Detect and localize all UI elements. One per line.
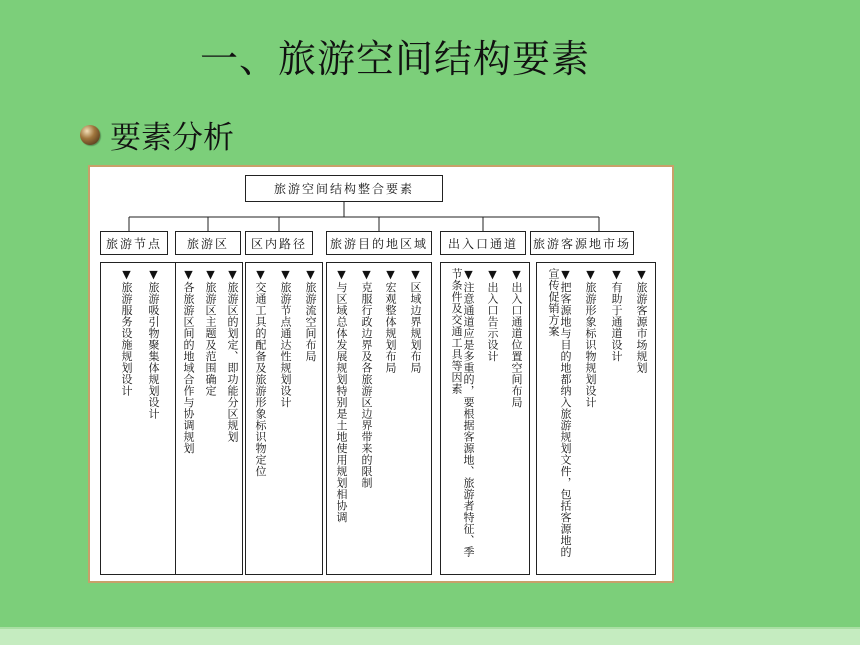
category-box-gateway-channel: 出入口通道: [440, 231, 526, 255]
item-text: ▼旅游区主题及范围确定: [204, 268, 217, 397]
down-arrow-icon: ▼: [254, 268, 267, 282]
root-box: 旅游空间结构整合要素: [245, 175, 443, 202]
down-arrow-icon: ▼: [279, 268, 292, 282]
column-tourism-zone: [175, 262, 243, 575]
category-box-inner-route: 区内路径: [245, 231, 313, 255]
item-text: ▼旅游服务设施规划设计: [120, 268, 133, 397]
column-destination-region: [326, 262, 432, 575]
item-text: ▼旅游形象标识物规划设计: [584, 268, 597, 408]
item-text: ▼出入口告示设计: [486, 268, 499, 362]
column-gateway-channel: [440, 262, 530, 575]
item-text: ▼出入口通道位置空间布局: [510, 268, 523, 408]
category-box-destination-region: 旅游目的地区域: [326, 231, 432, 255]
slide-title: 一、旅游空间结构要素: [199, 37, 590, 81]
down-arrow-icon: ▼: [462, 268, 475, 282]
column-inner-route: [245, 262, 323, 575]
down-arrow-icon: ▼: [335, 268, 348, 282]
down-arrow-icon: ▼: [304, 268, 317, 282]
bullet-ball-icon: [80, 125, 100, 145]
item-text: ▼注意通道应是多重的，要根据客源地、旅游者特征、季节条件及交通工具等因素: [450, 268, 475, 558]
down-arrow-icon: ▼: [360, 268, 373, 282]
diagram-frame: [88, 165, 674, 583]
item-text: ▼区域边界规划布局: [409, 268, 422, 374]
category-box-source-market: 旅游客源地市场: [530, 231, 634, 255]
item-text: ▼把客源地与目的地都纳入旅游规划文件，包括客源地的宣传促销方案: [547, 268, 572, 558]
bottom-band: [0, 629, 860, 645]
item-text: ▼各旅游区间的地域合作与协调规划: [182, 268, 195, 454]
down-arrow-icon: ▼: [182, 268, 195, 282]
down-arrow-icon: ▼: [635, 268, 648, 282]
down-arrow-icon: ▼: [226, 268, 239, 282]
down-arrow-icon: ▼: [486, 268, 499, 282]
item-text: ▼交通工具的配备及旅游形象标识物定位: [254, 268, 267, 477]
down-arrow-icon: ▼: [147, 268, 160, 282]
column-source-market: [536, 262, 656, 575]
down-arrow-icon: ▼: [610, 268, 623, 282]
down-arrow-icon: ▼: [559, 268, 572, 282]
down-arrow-icon: ▼: [384, 268, 397, 282]
item-text: ▼旅游客源市场规划: [635, 268, 648, 374]
down-arrow-icon: ▼: [584, 268, 597, 282]
category-box-tourism-zone: 旅游区: [175, 231, 241, 255]
item-text: ▼旅游节点通达性规划设计: [279, 268, 292, 408]
item-text: ▼旅游流空间布局: [304, 268, 317, 362]
column-tourism-node: [100, 262, 178, 575]
down-arrow-icon: ▼: [409, 268, 422, 282]
item-text: ▼克服行政边界及各旅游区边界带来的限制: [360, 268, 373, 489]
down-arrow-icon: ▼: [510, 268, 523, 282]
item-text: ▼旅游区的划定、即功能分区规划: [226, 268, 239, 443]
item-text: ▼与区域总体发展规划特别是土地使用规划相协调: [335, 268, 348, 523]
item-text: ▼宏观整体规划布局: [384, 268, 397, 374]
down-arrow-icon: ▼: [204, 268, 217, 282]
item-text: ▼有助于通道设计: [610, 268, 623, 362]
bullet-row: [80, 112, 234, 157]
diagram-canvas: [90, 167, 672, 581]
bullet-text: 要素分析: [110, 120, 234, 156]
down-arrow-icon: ▼: [120, 268, 133, 282]
item-text: ▼旅游吸引物聚集体规划设计: [147, 268, 160, 420]
category-box-tourism-node: 旅游节点: [100, 231, 168, 255]
